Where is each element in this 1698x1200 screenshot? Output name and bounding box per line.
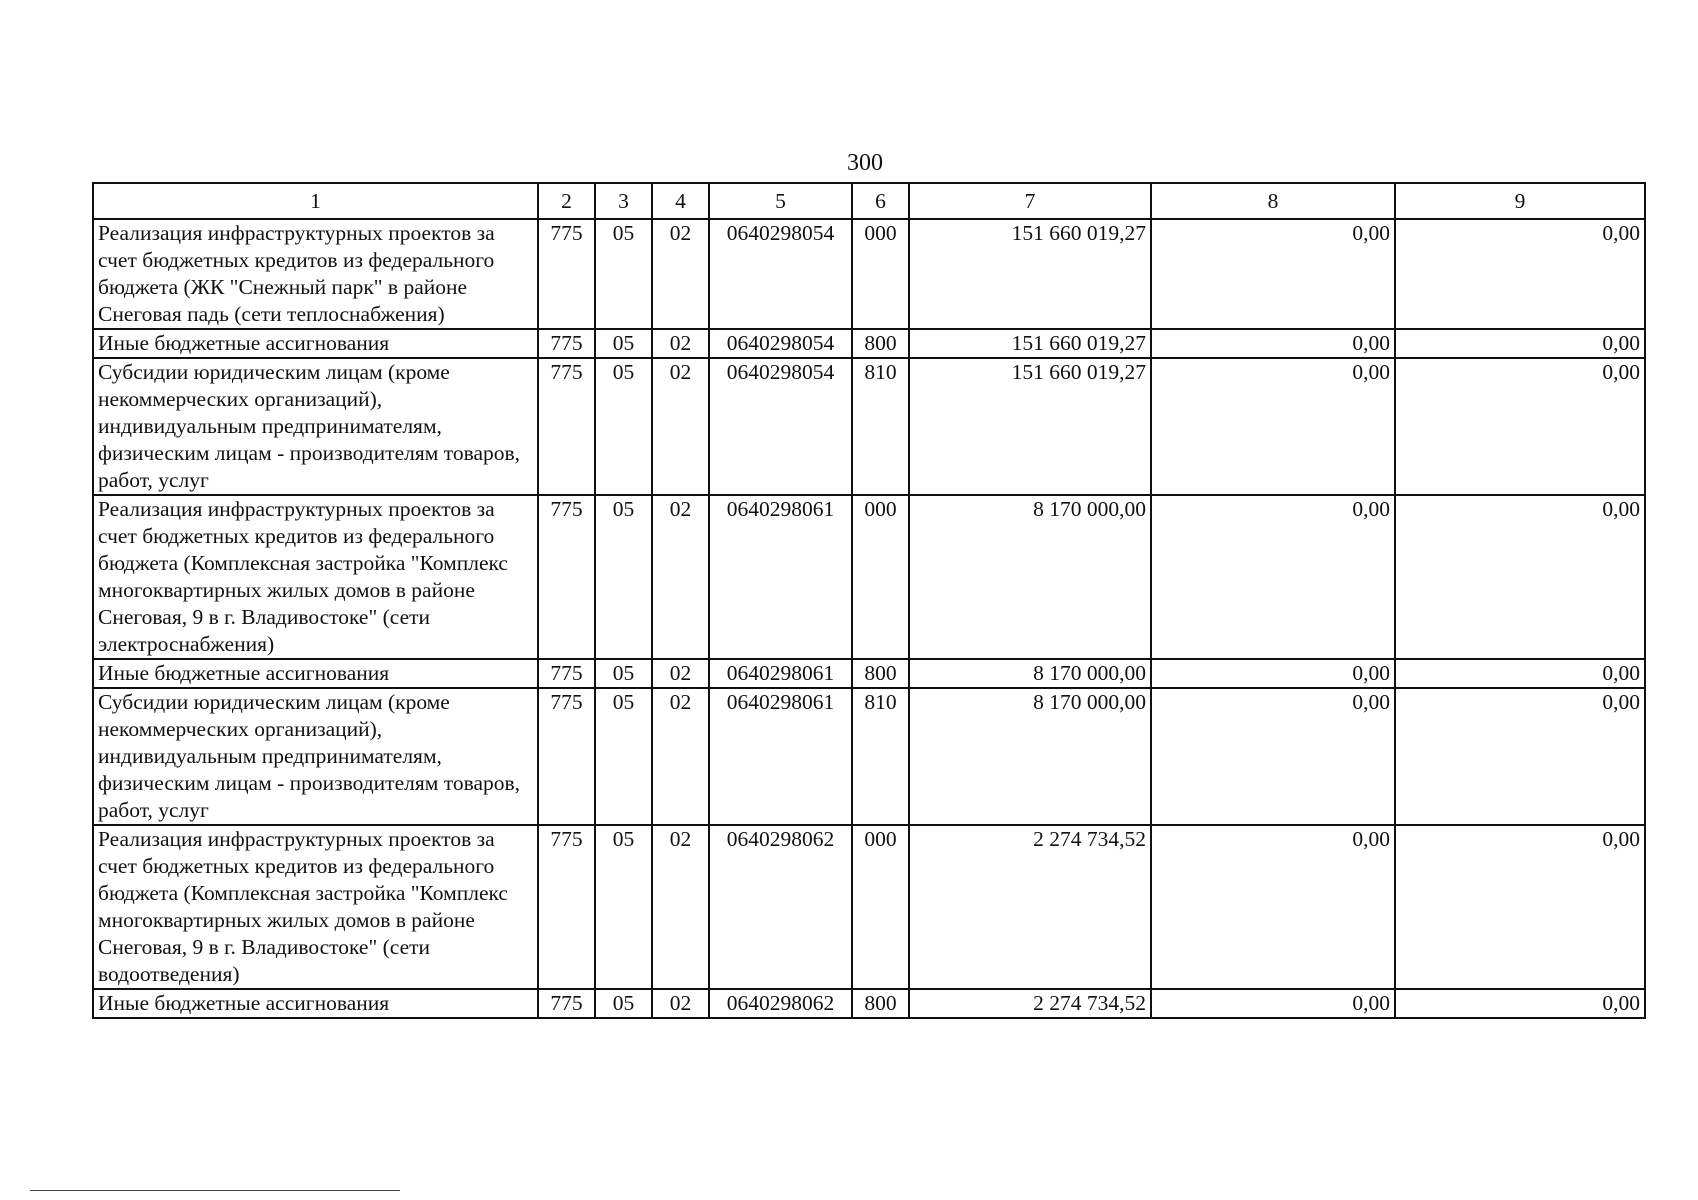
cell-col5: 0640298061 [709, 495, 852, 659]
amount-col7: 2 274 734,52 [909, 825, 1151, 989]
item-name: Реализация инфраструктурных проектов за счет бюджетных кредитов из федерального бюджета (Комплексная застройка "Комплекс многоквартирных жилых домов в районе Снеговая, 9 в г. Владивостоке" (сети водоотведения) [93, 825, 538, 989]
table-row [93, 358, 1645, 495]
cell-col3: 05 [595, 989, 652, 1018]
cell-col6: 810 [852, 358, 909, 495]
item-name: Субсидии юридическим лицам (кроме некоммерческих организаций), индивидуальным предпринимателям, физическим лицам - производителям товаров, работ, услуг [93, 688, 538, 825]
item-name: Реализация инфраструктурных проектов за счет бюджетных кредитов из федерального бюджета (ЖК "Снежный парк" в районе Снеговая падь (сети теплоснабжения) [93, 219, 538, 329]
cell-col3: 05 [595, 825, 652, 989]
cell-col5: 0640298054 [709, 329, 852, 358]
amount-col7: 151 660 019,27 [909, 219, 1151, 329]
item-name: Иные бюджетные ассигнования [93, 989, 538, 1018]
amount-col8: 0,00 [1151, 688, 1395, 825]
item-name: Субсидии юридическим лицам (кроме некоммерческих организаций), индивидуальным предпринимателям, физическим лицам - производителям товаров, работ, услуг [93, 358, 538, 495]
amount-col9: 0,00 [1395, 825, 1645, 989]
cell-col5: 0640298061 [709, 688, 852, 825]
cell-col2: 775 [538, 329, 595, 358]
cell-col6: 000 [852, 825, 909, 989]
amount-col9: 0,00 [1395, 219, 1645, 329]
item-name: Иные бюджетные ассигнования [93, 329, 538, 358]
amount-col8: 0,00 [1151, 329, 1395, 358]
footer-rule [30, 1190, 400, 1191]
table-row [93, 688, 1645, 825]
amount-col7: 8 170 000,00 [909, 495, 1151, 659]
amount-col8: 0,00 [1151, 358, 1395, 495]
item-name: Реализация инфраструктурных проектов за счет бюджетных кредитов из федерального бюджета (Комплексная застройка "Комплекс многоквартирных жилых домов в районе Снеговая, 9 в г. Владивостоке" (сети электроснабжения) [93, 495, 538, 659]
column-header: 6 [852, 183, 909, 219]
cell-col2: 775 [538, 358, 595, 495]
cell-col3: 05 [595, 358, 652, 495]
cell-col3: 05 [595, 495, 652, 659]
column-header: 1 [93, 183, 538, 219]
cell-col5: 0640298061 [709, 659, 852, 688]
cell-col2: 775 [538, 688, 595, 825]
amount-col7: 151 660 019,27 [909, 329, 1151, 358]
cell-col5: 0640298054 [709, 219, 852, 329]
cell-col6: 800 [852, 329, 909, 358]
cell-col4: 02 [652, 358, 709, 495]
cell-col6: 000 [852, 219, 909, 329]
cell-col4: 02 [652, 989, 709, 1018]
column-header: 3 [595, 183, 652, 219]
cell-col4: 02 [652, 329, 709, 358]
amount-col7: 8 170 000,00 [909, 659, 1151, 688]
cell-col4: 02 [652, 495, 709, 659]
cell-col4: 02 [652, 688, 709, 825]
amount-col9: 0,00 [1395, 659, 1645, 688]
cell-col2: 775 [538, 659, 595, 688]
cell-col4: 02 [652, 825, 709, 989]
cell-col2: 775 [538, 989, 595, 1018]
amount-col7: 151 660 019,27 [909, 358, 1151, 495]
cell-col2: 775 [538, 219, 595, 329]
column-header: 8 [1151, 183, 1395, 219]
table-row [93, 219, 1645, 329]
cell-col5: 0640298062 [709, 825, 852, 989]
cell-col6: 800 [852, 989, 909, 1018]
table-row [93, 495, 1645, 659]
budget-table [92, 182, 1646, 1019]
cell-col3: 05 [595, 329, 652, 358]
amount-col8: 0,00 [1151, 495, 1395, 659]
column-header: 4 [652, 183, 709, 219]
table-row [93, 825, 1645, 989]
amount-col7: 8 170 000,00 [909, 688, 1151, 825]
amount-col8: 0,00 [1151, 219, 1395, 329]
cell-col5: 0640298062 [709, 989, 852, 1018]
amount-col8: 0,00 [1151, 659, 1395, 688]
page-number: 300 [847, 150, 883, 176]
cell-col3: 05 [595, 219, 652, 329]
column-header: 7 [909, 183, 1151, 219]
column-header: 2 [538, 183, 595, 219]
cell-col3: 05 [595, 659, 652, 688]
cell-col6: 800 [852, 659, 909, 688]
amount-col8: 0,00 [1151, 989, 1395, 1018]
amount-col9: 0,00 [1395, 358, 1645, 495]
amount-col7: 2 274 734,52 [909, 989, 1151, 1018]
column-header: 9 [1395, 183, 1645, 219]
amount-col9: 0,00 [1395, 989, 1645, 1018]
table-row [93, 329, 1645, 358]
cell-col3: 05 [595, 688, 652, 825]
amount-col8: 0,00 [1151, 825, 1395, 989]
table-row [93, 989, 1645, 1018]
cell-col4: 02 [652, 659, 709, 688]
cell-col2: 775 [538, 495, 595, 659]
cell-col4: 02 [652, 219, 709, 329]
cell-col2: 775 [538, 825, 595, 989]
cell-col6: 000 [852, 495, 909, 659]
amount-col9: 0,00 [1395, 329, 1645, 358]
item-name: Иные бюджетные ассигнования [93, 659, 538, 688]
column-header: 5 [709, 183, 852, 219]
cell-col6: 810 [852, 688, 909, 825]
cell-col5: 0640298054 [709, 358, 852, 495]
table-row [93, 659, 1645, 688]
amount-col9: 0,00 [1395, 688, 1645, 825]
header-row [93, 183, 1645, 219]
amount-col9: 0,00 [1395, 495, 1645, 659]
